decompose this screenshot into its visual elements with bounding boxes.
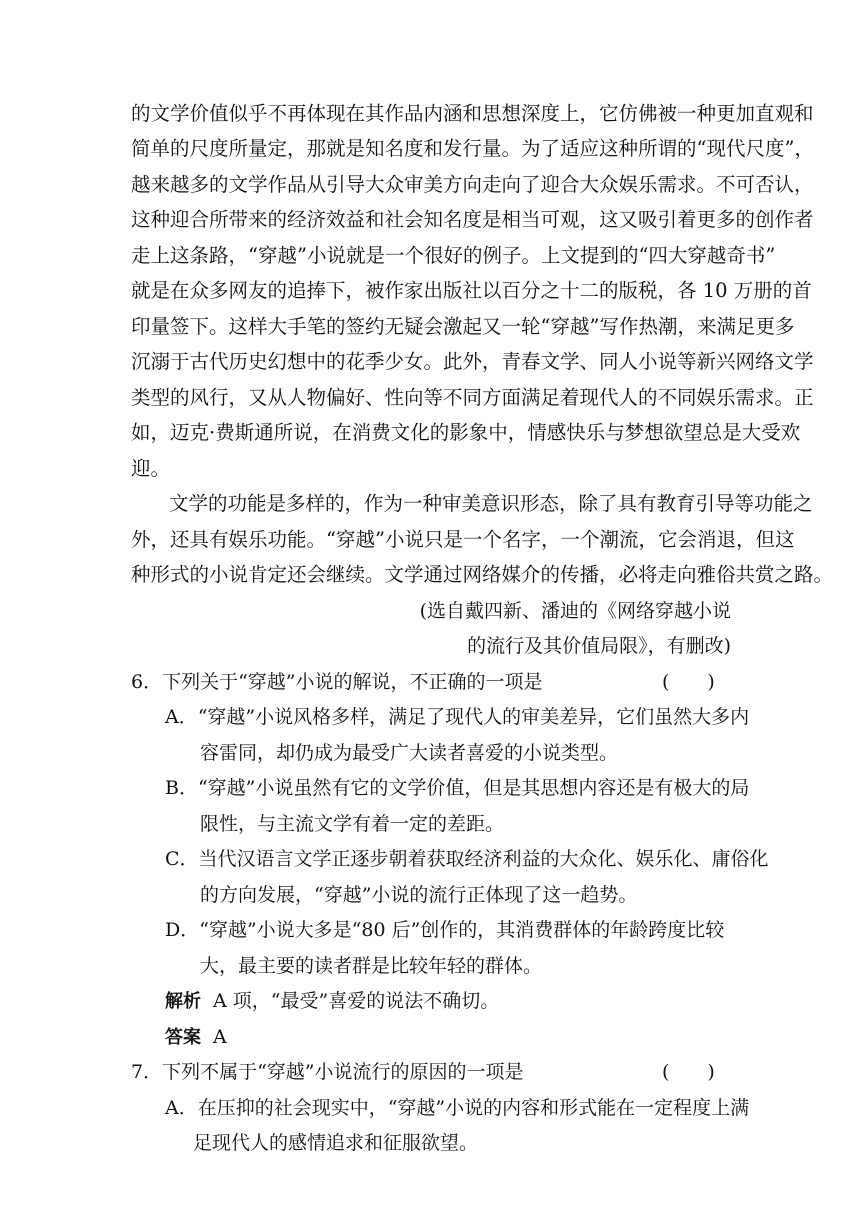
text-line: 沉溺于古代历史幻想中的花季少女。此外，青春文学、同人小说等新兴网络文学	[131, 350, 814, 373]
answer-text: A	[213, 1026, 227, 1048]
analysis-label: 解析	[165, 991, 201, 1012]
option-b-continued: 限性，与主流文学有着一定的差距。	[200, 813, 505, 835]
text-line: 走上这条路，“穿越”小说就是一个很好的例子。上文提到的“四大穿越奇书”	[131, 244, 776, 267]
option-c-continued: 的方向发展，“穿越”小说的流行正体现了这一趋势。	[200, 884, 638, 906]
option-a: A．在压抑的社会现实中，“穿越”小说的内容和形式能在一定程度上满	[165, 1097, 750, 1119]
option-a-continued: 容雷同，却仍成为最受广大读者喜爱的小说类型。	[200, 742, 619, 764]
question-stem: 6．下列关于“穿越”小说的解说，不正确的一项是	[131, 671, 543, 693]
option-b: B．“穿越”小说虽然有它的文学价值，但是其思想内容还是有极大的局	[165, 777, 750, 799]
answer	[165, 1025, 227, 1050]
text-line: 这种迎合所带来的经济效益和社会知名度是相当可观，这又吸引着更多的创作者	[131, 208, 814, 231]
text-line: 外，还具有娱乐功能。“穿越”小说只是一个名字，一个潮流，它会消退，但这	[131, 528, 795, 551]
text-line: 迎。	[131, 457, 171, 480]
text-line: 类型的风行，又从人物偏好、性向等不同方面满足着现代人的不同娱乐需求。正	[131, 386, 814, 409]
option-a-continued: 足现代人的感情追求和征服欲望。	[193, 1132, 479, 1154]
option-d: D．“穿越”小说大多是“80 后”创作的，其消费群体的年龄跨度比较	[165, 919, 725, 941]
text-line: 的文学价值似乎不再体现在其作品内涵和思想深度上，它仿佛被一种更加直观和	[131, 102, 814, 125]
citation-line: 的流行及其价值局限》，有删改)	[467, 635, 731, 657]
question-stem: 7．下列不属于“穿越”小说流行的原因的一项是	[131, 1061, 524, 1083]
answer-blank: ( )	[662, 1061, 715, 1083]
option-d-continued: 大，最主要的读者群是比较年轻的群体。	[200, 955, 543, 977]
analysis	[165, 989, 499, 1014]
answer-blank: ( )	[662, 671, 715, 693]
text-line: 文学的功能是多样的，作为一种审美意识形态，除了具有教育引导等功能之	[169, 492, 813, 515]
citation-line: (选自戴四新、潘迪的《网络穿越小说	[419, 600, 731, 622]
answer-label: 答案	[165, 1027, 201, 1048]
text-line: 印量签下。这样大手笔的签约无疑会激起又一轮“穿越”写作热潮，来满足更多	[131, 315, 795, 338]
analysis-text: A 项，“最受”喜爱的说法不确切。	[213, 990, 500, 1012]
option-a: A．“穿越”小说风格多样，满足了现代人的审美差异，它们虽然大多内	[165, 706, 750, 728]
text-line: 越来越多的文学作品从引导大众审美方向走向了迎合大众娱乐需求。不可否认，	[131, 173, 814, 196]
option-c: C．当代汉语言文学正逐步朝着获取经济利益的大众化、娱乐化、庸俗化	[165, 848, 769, 870]
text-line: 如，迈克·费斯通所说，在消费文化的影象中，情感快乐与梦想欲望总是大受欢	[131, 421, 801, 444]
text-line: 种形式的小说肯定还会继续。文学通过网络媒介的传播，必将走向雅俗共赏之路。	[131, 563, 834, 586]
text-line: 就是在众多网友的追捧下，被作家出版社以百分之十二的版税，各 10 万册的首	[131, 279, 812, 302]
text-line: 简单的尺度所量定，那就是知名度和发行量。为了适应这种所谓的“现代尺度”，	[131, 137, 814, 160]
